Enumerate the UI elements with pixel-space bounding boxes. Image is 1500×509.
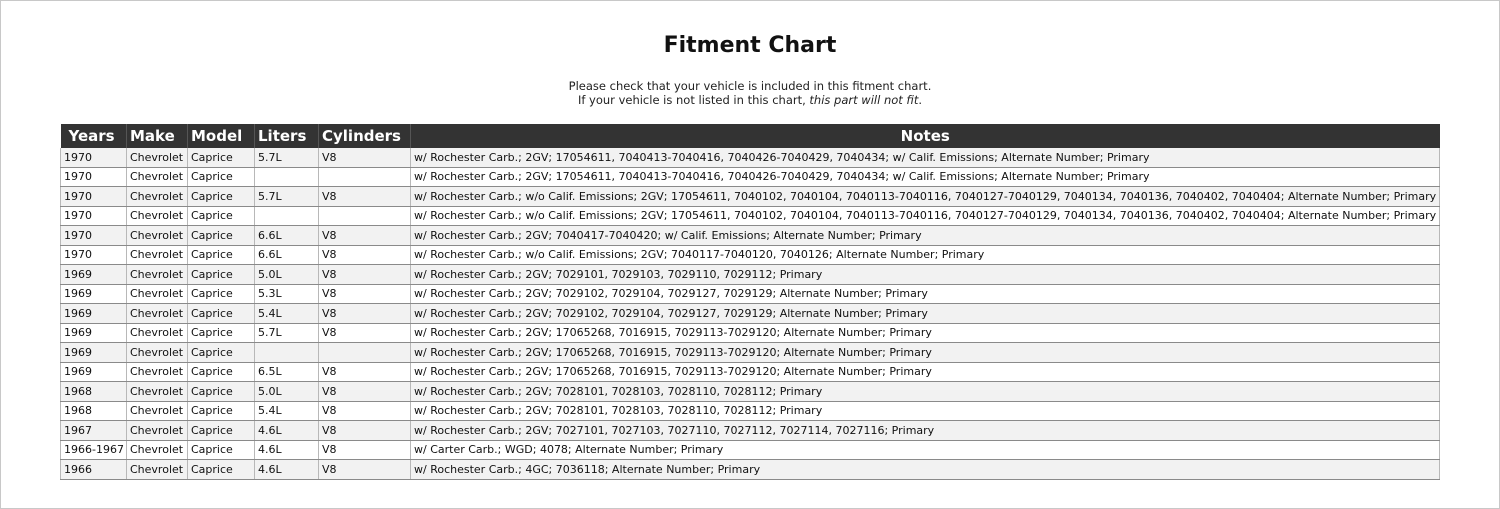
years-cell: 1969 <box>61 323 127 343</box>
table-row <box>61 440 1440 460</box>
years-cell: 1968 <box>61 401 127 421</box>
model-cell: Caprice <box>188 323 255 343</box>
cylinders-cell: V8 <box>319 148 411 167</box>
model-cell: Caprice <box>188 245 255 265</box>
notes-cell: w/ Rochester Carb.; 2GV; 7027101, 7027103, 7027110, 7027112, 7027114, 7027116; Primary <box>411 421 1440 441</box>
liters-cell: 5.3L <box>255 284 319 304</box>
cylinders-cell: V8 <box>319 362 411 382</box>
liters-cell: 4.6L <box>255 421 319 441</box>
make-cell: Chevrolet <box>127 323 188 343</box>
years-cell: 1970 <box>61 167 127 187</box>
instruction-line-2-suffix: . <box>918 93 923 107</box>
model-cell: Caprice <box>188 284 255 304</box>
table-row <box>61 265 1440 285</box>
cylinders-cell: V8 <box>319 304 411 324</box>
years-cell: 1970 <box>61 148 127 167</box>
instruction-line-2-prefix: If your vehicle is not listed in this chart, <box>577 93 810 107</box>
make-cell: Chevrolet <box>127 362 188 382</box>
model-cell: Caprice <box>188 148 255 167</box>
years-cell: 1970 <box>61 206 127 226</box>
liters-cell: 6.6L <box>255 245 319 265</box>
notes-cell: w/ Rochester Carb.; w/o Calif. Emissions; 2GV; 17054611, 7040102, 7040104, 7040113-7040116, 7040127-7040129, 7040134, 7040136, 7040402, 7040404; Alternate Number; Primary <box>411 206 1440 226</box>
table-row <box>61 460 1440 480</box>
table-row <box>61 148 1440 167</box>
make-cell: Chevrolet <box>127 245 188 265</box>
make-cell: Chevrolet <box>127 167 188 187</box>
make-cell: Chevrolet <box>127 382 188 402</box>
header-cylinders: Cylinders <box>319 124 411 148</box>
make-cell: Chevrolet <box>127 187 188 207</box>
cylinders-cell: V8 <box>319 323 411 343</box>
table-row <box>61 362 1440 382</box>
make-cell: Chevrolet <box>127 284 188 304</box>
model-cell: Caprice <box>188 206 255 226</box>
header-years: Years <box>61 124 127 148</box>
years-cell: 1970 <box>61 226 127 246</box>
years-cell: 1969 <box>61 343 127 363</box>
cylinders-cell: V8 <box>319 226 411 246</box>
liters-cell: 5.4L <box>255 401 319 421</box>
make-cell: Chevrolet <box>127 265 188 285</box>
table-row <box>61 343 1440 363</box>
fitment-table <box>60 124 1440 480</box>
table-row <box>61 304 1440 324</box>
table-row <box>61 187 1440 207</box>
make-cell: Chevrolet <box>127 460 188 480</box>
instruction-line-2 <box>0 93 1500 107</box>
model-cell: Caprice <box>188 343 255 363</box>
notes-cell: w/ Rochester Carb.; 2GV; 7040417-7040420; w/ Calif. Emissions; Alternate Number; Primary <box>411 226 1440 246</box>
page-title: Fitment Chart <box>663 33 837 58</box>
table-row <box>61 284 1440 304</box>
cylinders-cell: V8 <box>319 440 411 460</box>
table-row <box>61 401 1440 421</box>
liters-cell: 5.0L <box>255 265 319 285</box>
years-cell: 1966-1967 <box>61 440 127 460</box>
make-cell: Chevrolet <box>127 421 188 441</box>
make-cell: Chevrolet <box>127 343 188 363</box>
table-body <box>61 148 1440 479</box>
cylinders-cell: V8 <box>319 284 411 304</box>
years-cell: 1967 <box>61 421 127 441</box>
years-cell: 1970 <box>61 245 127 265</box>
model-cell: Caprice <box>188 265 255 285</box>
header-model: Model <box>188 124 255 148</box>
make-cell: Chevrolet <box>127 401 188 421</box>
model-cell: Caprice <box>188 460 255 480</box>
notes-cell: w/ Rochester Carb.; 2GV; 7029102, 7029104, 7029127, 7029129; Alternate Number; Primary <box>411 304 1440 324</box>
cylinders-cell: V8 <box>319 187 411 207</box>
header-row <box>61 124 1440 148</box>
model-cell: Caprice <box>188 226 255 246</box>
notes-cell: w/ Rochester Carb.; 2GV; 7029101, 7029103, 7029110, 7029112; Primary <box>411 265 1440 285</box>
model-cell: Caprice <box>188 304 255 324</box>
cylinders-cell: V8 <box>319 401 411 421</box>
notes-cell: w/ Rochester Carb.; 2GV; 17065268, 7016915, 7029113-7029120; Alternate Number; Primary <box>411 323 1440 343</box>
liters-cell: 5.7L <box>255 187 319 207</box>
notes-cell: w/ Rochester Carb.; 4GC; 7036118; Alternate Number; Primary <box>411 460 1440 480</box>
notes-cell: w/ Rochester Carb.; 2GV; 17054611, 7040413-7040416, 7040426-7040429, 7040434; w/ Calif. Emissions; Alternate Number; Primary <box>411 167 1440 187</box>
notes-cell: w/ Rochester Carb.; w/o Calif. Emissions; 2GV; 17054611, 7040102, 7040104, 7040113-7040116, 7040127-7040129, 7040134, 7040136, 7040402, 7040404; Alternate Number; Primary <box>411 187 1440 207</box>
model-cell: Caprice <box>188 187 255 207</box>
years-cell: 1969 <box>61 304 127 324</box>
table-row <box>61 323 1440 343</box>
cylinders-cell: V8 <box>319 421 411 441</box>
cylinders-cell <box>319 343 411 363</box>
liters-cell: 6.6L <box>255 226 319 246</box>
notes-cell: w/ Rochester Carb.; 2GV; 7029102, 7029104, 7029127, 7029129; Alternate Number; Primary <box>411 284 1440 304</box>
table-row <box>61 421 1440 441</box>
fitment-table-container <box>60 124 1439 480</box>
header-liters: Liters <box>255 124 319 148</box>
liters-cell <box>255 343 319 363</box>
notes-cell: w/ Rochester Carb.; 2GV; 7028101, 7028103, 7028110, 7028112; Primary <box>411 401 1440 421</box>
model-cell: Caprice <box>188 362 255 382</box>
make-cell: Chevrolet <box>127 148 188 167</box>
liters-cell: 4.6L <box>255 440 319 460</box>
cylinders-cell: V8 <box>319 265 411 285</box>
cylinders-cell <box>319 167 411 187</box>
notes-cell: w/ Rochester Carb.; w/o Calif. Emissions; 2GV; 7040117-7040120, 7040126; Alternate Number; Primary <box>411 245 1440 265</box>
liters-cell: 5.0L <box>255 382 319 402</box>
table-row <box>61 382 1440 402</box>
model-cell: Caprice <box>188 401 255 421</box>
notes-cell: w/ Rochester Carb.; 2GV; 17065268, 7016915, 7029113-7029120; Alternate Number; Primary <box>411 362 1440 382</box>
notes-cell: w/ Rochester Carb.; 2GV; 7028101, 7028103, 7028110, 7028112; Primary <box>411 382 1440 402</box>
model-cell: Caprice <box>188 382 255 402</box>
instruction-line-1: Please check that your vehicle is included in this fitment chart. <box>568 79 932 93</box>
liters-cell <box>255 206 319 226</box>
cylinders-cell: V8 <box>319 245 411 265</box>
years-cell: 1970 <box>61 187 127 207</box>
header-make: Make <box>127 124 188 148</box>
table-row <box>61 245 1440 265</box>
liters-cell: 5.4L <box>255 304 319 324</box>
table-row <box>61 206 1440 226</box>
cylinders-cell <box>319 206 411 226</box>
liters-cell: 4.6L <box>255 460 319 480</box>
notes-cell: w/ Rochester Carb.; 2GV; 17054611, 7040413-7040416, 7040426-7040429, 7040434; w/ Calif. Emissions; Alternate Number; Primary <box>411 148 1440 167</box>
make-cell: Chevrolet <box>127 440 188 460</box>
make-cell: Chevrolet <box>127 304 188 324</box>
liters-cell <box>255 167 319 187</box>
years-cell: 1969 <box>61 362 127 382</box>
years-cell: 1966 <box>61 460 127 480</box>
years-cell: 1968 <box>61 382 127 402</box>
liters-cell: 6.5L <box>255 362 319 382</box>
table-row <box>61 167 1440 187</box>
cylinders-cell: V8 <box>319 382 411 402</box>
model-cell: Caprice <box>188 421 255 441</box>
model-cell: Caprice <box>188 440 255 460</box>
cylinders-cell: V8 <box>319 460 411 480</box>
liters-cell: 5.7L <box>255 148 319 167</box>
table-row <box>61 226 1440 246</box>
header-notes: Notes <box>411 124 1440 148</box>
fitment-instructions <box>0 79 1500 107</box>
make-cell: Chevrolet <box>127 206 188 226</box>
table-header <box>61 124 1440 148</box>
years-cell: 1969 <box>61 265 127 285</box>
notes-cell: w/ Carter Carb.; WGD; 4078; Alternate Number; Primary <box>411 440 1440 460</box>
notes-cell: w/ Rochester Carb.; 2GV; 17065268, 7016915, 7029113-7029120; Alternate Number; Primary <box>411 343 1440 363</box>
liters-cell: 5.7L <box>255 323 319 343</box>
model-cell: Caprice <box>188 167 255 187</box>
make-cell: Chevrolet <box>127 226 188 246</box>
instruction-line-2-emphasis: this part will not fit <box>809 93 919 107</box>
years-cell: 1969 <box>61 284 127 304</box>
